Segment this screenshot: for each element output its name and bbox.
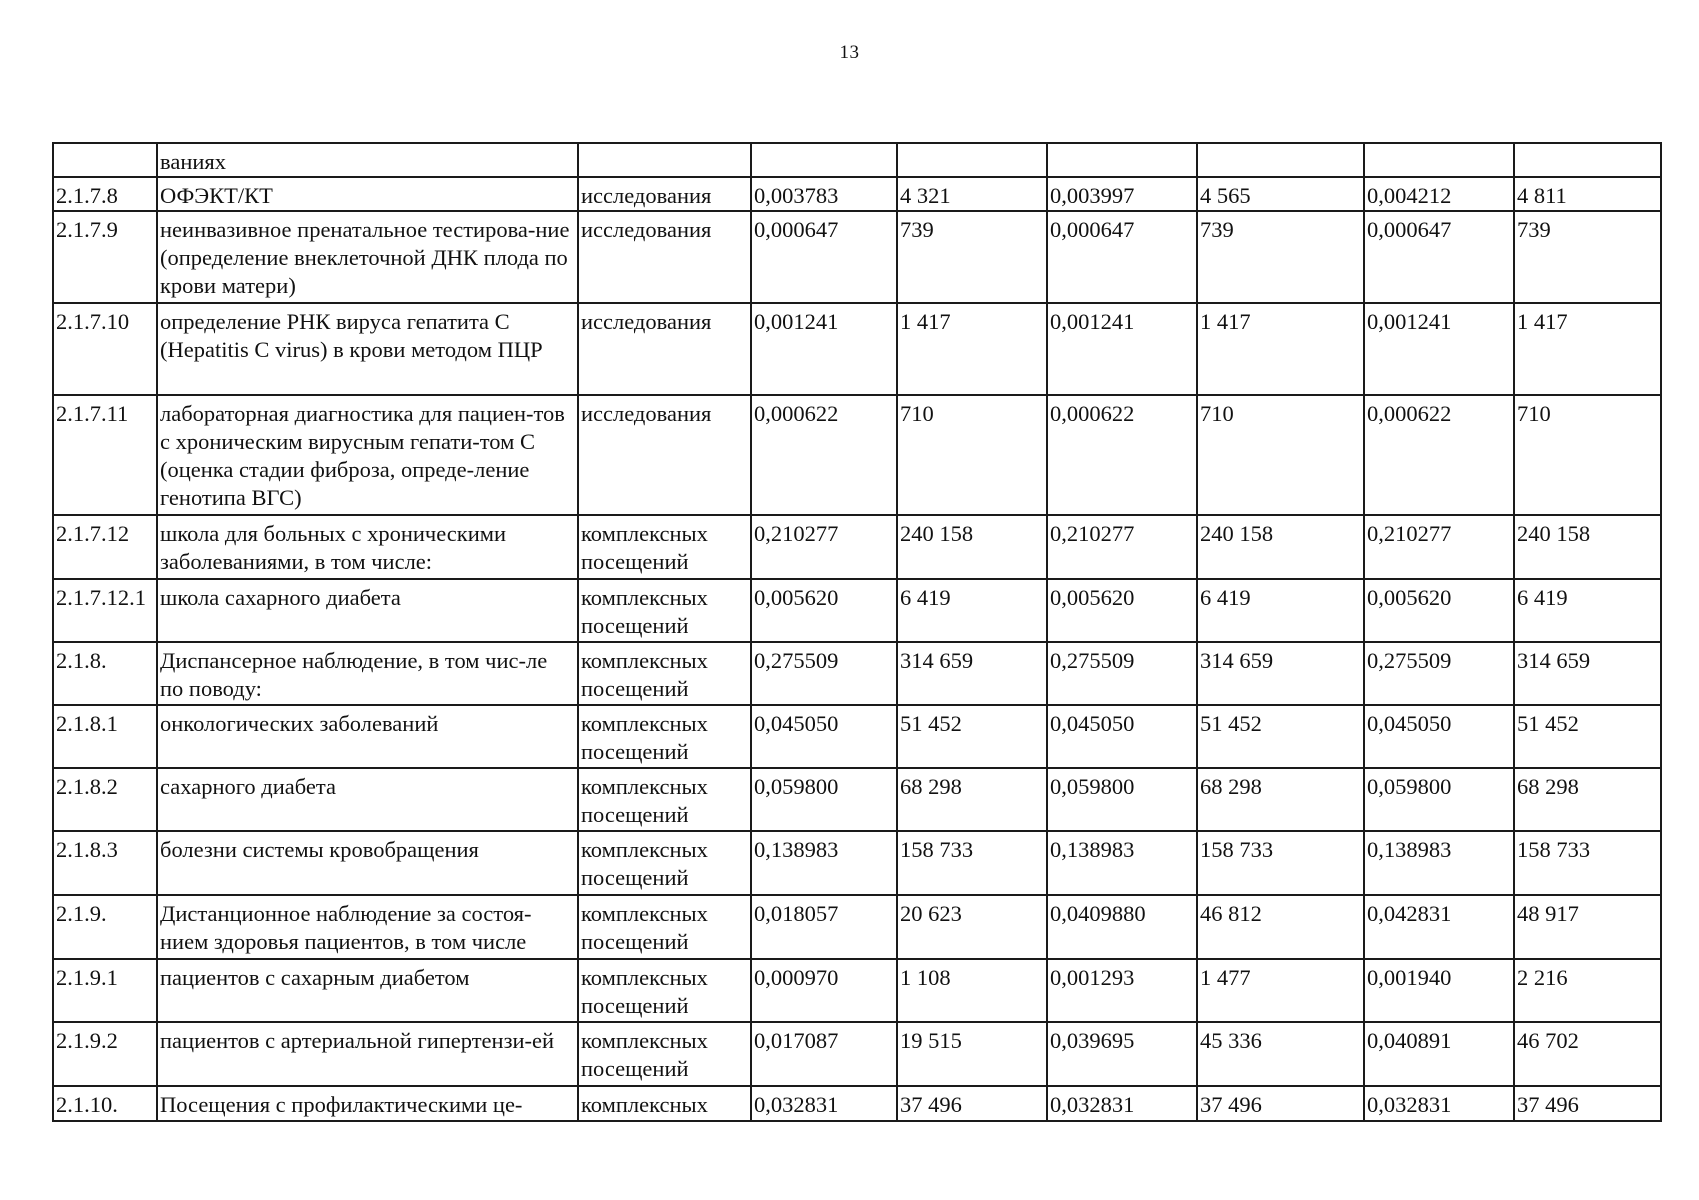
table-row <box>53 515 1661 579</box>
row-rate-year-3: 0,000647 <box>1364 211 1514 303</box>
row-count-year-3 <box>1514 143 1661 177</box>
table-row <box>53 177 1661 211</box>
row-name: школа сахарного диабета <box>157 579 578 642</box>
table-row <box>53 768 1661 831</box>
row-rate-year-2: 0,001241 <box>1047 303 1197 395</box>
table-row <box>53 705 1661 768</box>
row-unit: комплексных посещений <box>578 895 751 959</box>
row-unit: исследования <box>578 303 751 395</box>
row-rate-year-1: 0,001241 <box>751 303 897 395</box>
row-name: ОФЭКТ/КТ <box>157 177 578 211</box>
table-row <box>53 959 1661 1022</box>
row-name: пациентов с сахарным диабетом <box>157 959 578 1022</box>
row-count-year-3: 240 158 <box>1514 515 1661 579</box>
row-count-year-2: 739 <box>1197 211 1364 303</box>
row-count-year-3: 739 <box>1514 211 1661 303</box>
row-name: Дистанционное наблюдение за состоя-нием здоровья пациентов, в том числе <box>157 895 578 959</box>
row-code: 2.1.8.1 <box>53 705 157 768</box>
row-count-year-3: 51 452 <box>1514 705 1661 768</box>
row-count-year-3: 158 733 <box>1514 831 1661 895</box>
row-rate-year-3 <box>1364 143 1514 177</box>
row-unit: комплексных посещений <box>578 515 751 579</box>
row-code: 2.1.7.10 <box>53 303 157 395</box>
row-code: 2.1.7.9 <box>53 211 157 303</box>
row-name: онкологических заболеваний <box>157 705 578 768</box>
row-rate-year-2: 0,000622 <box>1047 395 1197 515</box>
row-rate-year-1: 0,000622 <box>751 395 897 515</box>
table-row <box>53 642 1661 705</box>
table-row <box>53 303 1661 395</box>
row-count-year-3: 2 216 <box>1514 959 1661 1022</box>
row-count-year-3: 4 811 <box>1514 177 1661 211</box>
row-count-year-1: 710 <box>897 395 1047 515</box>
row-count-year-2: 45 336 <box>1197 1022 1364 1086</box>
row-rate-year-1: 0,059800 <box>751 768 897 831</box>
row-rate-year-2: 0,275509 <box>1047 642 1197 705</box>
table-row <box>53 831 1661 895</box>
row-count-year-3: 37 496 <box>1514 1086 1661 1121</box>
row-count-year-2: 6 419 <box>1197 579 1364 642</box>
row-count-year-2: 158 733 <box>1197 831 1364 895</box>
row-count-year-2: 240 158 <box>1197 515 1364 579</box>
row-rate-year-3: 0,040891 <box>1364 1022 1514 1086</box>
row-rate-year-1: 0,045050 <box>751 705 897 768</box>
row-unit: комплексных посещений <box>578 579 751 642</box>
row-rate-year-3: 0,032831 <box>1364 1086 1514 1121</box>
row-name: определение РНК вируса гепатита С (Hepatitis C virus) в крови методом ПЦР <box>157 303 578 395</box>
row-rate-year-1: 0,210277 <box>751 515 897 579</box>
row-unit: исследования <box>578 211 751 303</box>
row-count-year-2: 1 417 <box>1197 303 1364 395</box>
row-rate-year-1: 0,000647 <box>751 211 897 303</box>
row-count-year-1: 68 298 <box>897 768 1047 831</box>
row-count-year-1: 6 419 <box>897 579 1047 642</box>
row-code: 2.1.7.12 <box>53 515 157 579</box>
row-rate-year-3: 0,004212 <box>1364 177 1514 211</box>
row-count-year-1: 4 321 <box>897 177 1047 211</box>
row-name: неинвазивное пренатальное тестирова-ние (определение внеклеточной ДНК плода по крови матери) <box>157 211 578 303</box>
row-rate-year-3: 0,059800 <box>1364 768 1514 831</box>
row-rate-year-2: 0,045050 <box>1047 705 1197 768</box>
table-row <box>53 211 1661 303</box>
row-count-year-1 <box>897 143 1047 177</box>
row-count-year-3: 1 417 <box>1514 303 1661 395</box>
row-unit: комплексных посещений <box>578 959 751 1022</box>
row-rate-year-2: 0,032831 <box>1047 1086 1197 1121</box>
row-name: болезни системы кровобращения <box>157 831 578 895</box>
row-rate-year-2: 0,000647 <box>1047 211 1197 303</box>
row-rate-year-1: 0,018057 <box>751 895 897 959</box>
row-rate-year-3: 0,210277 <box>1364 515 1514 579</box>
row-rate-year-2: 0,059800 <box>1047 768 1197 831</box>
row-unit: исследования <box>578 177 751 211</box>
row-unit: комплексных <box>578 1086 751 1121</box>
row-rate-year-3: 0,042831 <box>1364 895 1514 959</box>
row-rate-year-1: 0,003783 <box>751 177 897 211</box>
row-rate-year-1: 0,000970 <box>751 959 897 1022</box>
row-count-year-2: 314 659 <box>1197 642 1364 705</box>
row-code: 2.1.8. <box>53 642 157 705</box>
row-rate-year-1: 0,275509 <box>751 642 897 705</box>
row-rate-year-2: 0,210277 <box>1047 515 1197 579</box>
row-unit: комплексных посещений <box>578 831 751 895</box>
row-rate-year-1 <box>751 143 897 177</box>
row-rate-year-1: 0,017087 <box>751 1022 897 1086</box>
row-name: лабораторная диагностика для пациен-тов с хроническим вирусным гепати-том С (оценка стадии фиброза, опреде-ление генотипа ВГС) <box>157 395 578 515</box>
table-row <box>53 895 1661 959</box>
table-row <box>53 1086 1661 1121</box>
row-unit: комплексных посещений <box>578 705 751 768</box>
row-name: ваниях <box>157 143 578 177</box>
row-code: 2.1.7.12.1 <box>53 579 157 642</box>
row-count-year-1: 1 108 <box>897 959 1047 1022</box>
row-rate-year-2: 0,005620 <box>1047 579 1197 642</box>
row-code: 2.1.9.2 <box>53 1022 157 1086</box>
row-rate-year-3: 0,000622 <box>1364 395 1514 515</box>
row-rate-year-3: 0,045050 <box>1364 705 1514 768</box>
row-code: 2.1.8.3 <box>53 831 157 895</box>
row-count-year-2: 51 452 <box>1197 705 1364 768</box>
row-count-year-1: 158 733 <box>897 831 1047 895</box>
row-rate-year-1: 0,032831 <box>751 1086 897 1121</box>
row-rate-year-1: 0,138983 <box>751 831 897 895</box>
row-rate-year-2: 0,003997 <box>1047 177 1197 211</box>
row-rate-year-1: 0,005620 <box>751 579 897 642</box>
row-unit: комплексных посещений <box>578 768 751 831</box>
row-code: 2.1.7.11 <box>53 395 157 515</box>
row-count-year-2: 37 496 <box>1197 1086 1364 1121</box>
row-code <box>53 143 157 177</box>
row-count-year-2: 46 812 <box>1197 895 1364 959</box>
table-body <box>53 143 1661 1121</box>
row-count-year-1: 314 659 <box>897 642 1047 705</box>
row-unit: комплексных посещений <box>578 1022 751 1086</box>
table-row <box>53 395 1661 515</box>
row-count-year-1: 1 417 <box>897 303 1047 395</box>
table-row <box>53 1022 1661 1086</box>
row-rate-year-3: 0,275509 <box>1364 642 1514 705</box>
row-count-year-3: 6 419 <box>1514 579 1661 642</box>
row-name: Диспансерное наблюдение, в том чис-ле по поводу: <box>157 642 578 705</box>
row-rate-year-2: 0,001293 <box>1047 959 1197 1022</box>
row-code: 2.1.10. <box>53 1086 157 1121</box>
row-unit: комплексных посещений <box>578 642 751 705</box>
row-count-year-1: 240 158 <box>897 515 1047 579</box>
row-count-year-2: 710 <box>1197 395 1364 515</box>
row-unit: исследования <box>578 395 751 515</box>
row-rate-year-3: 0,001940 <box>1364 959 1514 1022</box>
table-row <box>53 579 1661 642</box>
row-name: Посещения с профилактическими це- <box>157 1086 578 1121</box>
row-count-year-3: 46 702 <box>1514 1022 1661 1086</box>
row-rate-year-3: 0,138983 <box>1364 831 1514 895</box>
row-rate-year-2 <box>1047 143 1197 177</box>
row-count-year-2 <box>1197 143 1364 177</box>
row-name: пациентов с артериальной гипертензи-ей <box>157 1022 578 1086</box>
row-code: 2.1.7.8 <box>53 177 157 211</box>
data-table <box>52 142 1662 1122</box>
row-rate-year-2: 0,039695 <box>1047 1022 1197 1086</box>
row-code: 2.1.9. <box>53 895 157 959</box>
row-count-year-1: 51 452 <box>897 705 1047 768</box>
row-count-year-3: 314 659 <box>1514 642 1661 705</box>
row-count-year-2: 1 477 <box>1197 959 1364 1022</box>
page-number: 13 <box>839 42 860 63</box>
row-count-year-3: 48 917 <box>1514 895 1661 959</box>
row-count-year-2: 68 298 <box>1197 768 1364 831</box>
row-rate-year-2: 0,0409880 <box>1047 895 1197 959</box>
row-count-year-1: 37 496 <box>897 1086 1047 1121</box>
row-rate-year-3: 0,001241 <box>1364 303 1514 395</box>
row-rate-year-2: 0,138983 <box>1047 831 1197 895</box>
row-count-year-1: 20 623 <box>897 895 1047 959</box>
row-count-year-1: 739 <box>897 211 1047 303</box>
row-count-year-2: 4 565 <box>1197 177 1364 211</box>
row-name: школа для больных с хроническими заболеваниями, в том числе: <box>157 515 578 579</box>
row-count-year-3: 710 <box>1514 395 1661 515</box>
row-code: 2.1.8.2 <box>53 768 157 831</box>
row-count-year-1: 19 515 <box>897 1022 1047 1086</box>
row-rate-year-3: 0,005620 <box>1364 579 1514 642</box>
row-count-year-3: 68 298 <box>1514 768 1661 831</box>
row-name: сахарного диабета <box>157 768 578 831</box>
row-code: 2.1.9.1 <box>53 959 157 1022</box>
row-unit <box>578 143 751 177</box>
table-row <box>53 143 1661 177</box>
